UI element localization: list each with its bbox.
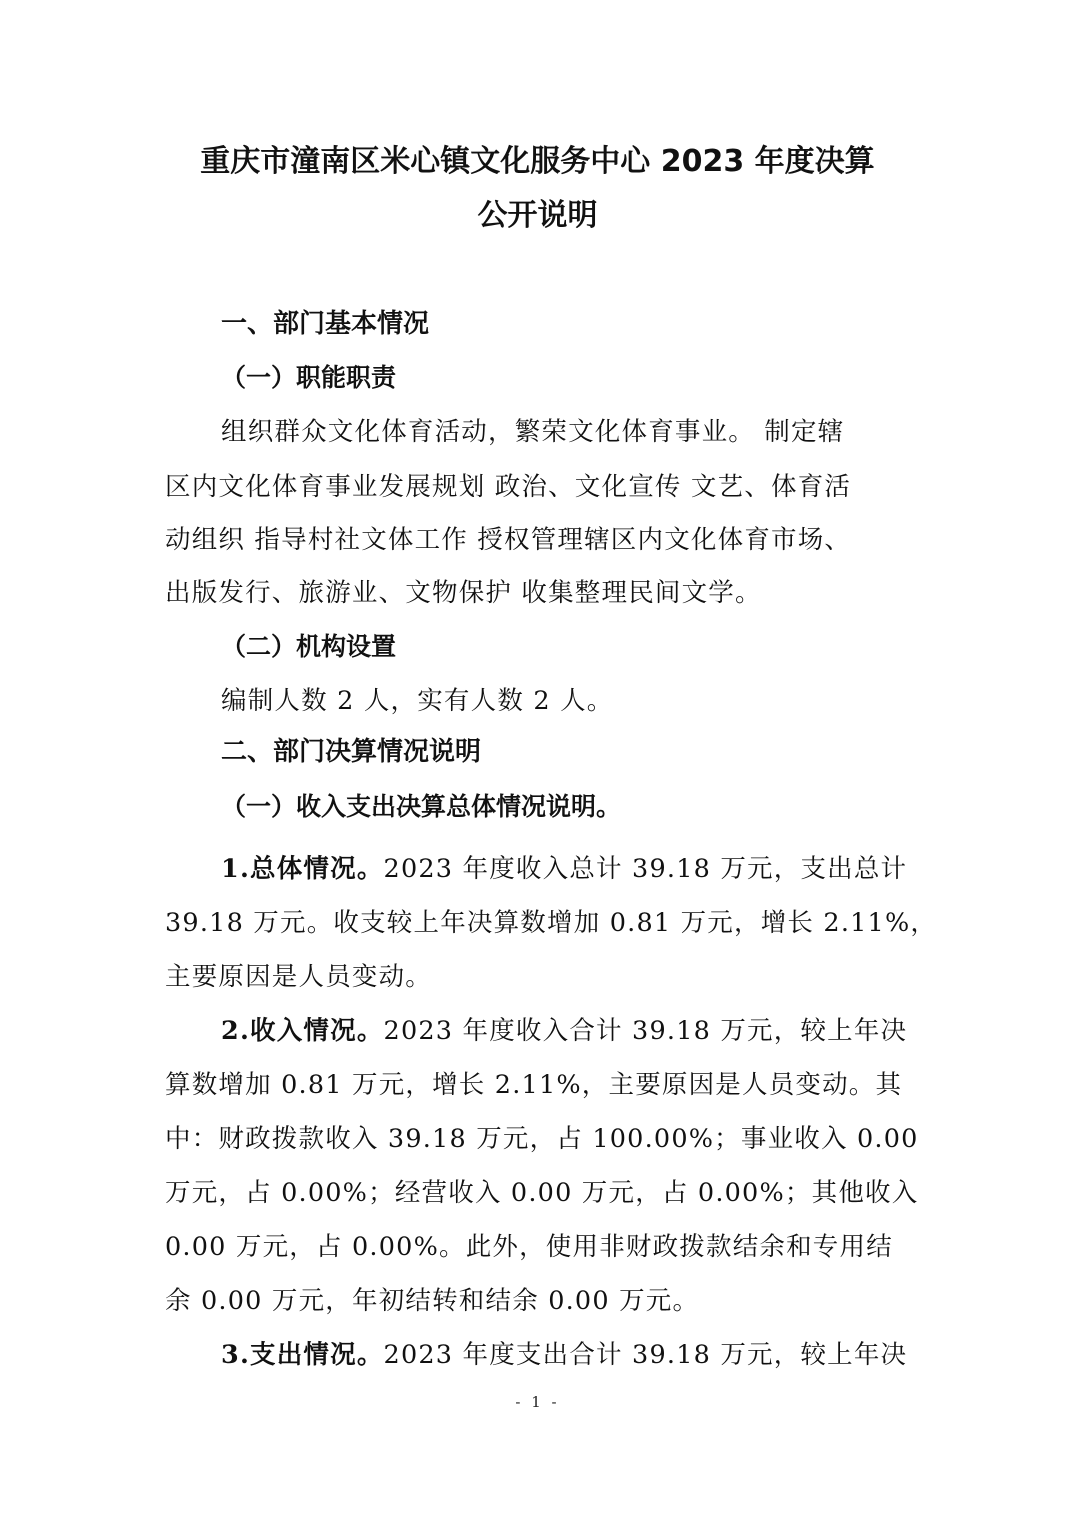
section-heading-final-accounts: 二、部门决算情况说明	[221, 737, 482, 767]
expenditure-paragraph-line-1	[221, 1338, 907, 1372]
income-paragraph-line-5: 0.00 万元，占 0.00%。此外，使用非财政拨款结余和专用结	[165, 1232, 893, 1262]
expenditure-lead: 3.支出情况。	[221, 1340, 384, 1370]
income-paragraph-line-4: 万元，占 0.00%；经营收入 0.00 万元，占 0.00%；其他收入	[165, 1178, 919, 1208]
section-heading-basic-info: 一、部门基本情况	[221, 309, 430, 339]
overall-paragraph-line-2: 39.18 万元。收支较上年决算数增加 0.81 万元，增长 2.11%，	[165, 908, 938, 938]
subsection-heading-organization: （二）机构设置	[221, 632, 397, 661]
income-lead: 2.收入情况。	[221, 1016, 384, 1046]
overall-paragraph-line-1	[221, 852, 907, 886]
duties-line-4: 出版发行、旅游业、文物保护 收集整理民间文学。	[165, 578, 762, 608]
overall-lead: 1.总体情况。	[221, 854, 384, 884]
organization-line-1: 编制人数 2 人，实有人数 2 人。	[221, 686, 614, 716]
duties-line-1: 组织群众文化体育活动，繁荣文化体育事业。 制定辖	[221, 417, 845, 447]
duties-line-2: 区内文化体育事业发展规划 政治、文化宣传 文艺、体育活	[165, 472, 852, 502]
income-paragraph-line-6: 余 0.00 万元，年初结转和结余 0.00 万元。	[165, 1286, 700, 1316]
income-paragraph-line-2: 算数增加 0.81 万元，增长 2.11%，主要原因是人员变动。其	[165, 1070, 903, 1100]
subsection-heading-overall: （一）收入支出决算总体情况说明。	[221, 792, 622, 821]
expenditure-line-1-text: 2023 年度支出合计 39.18 万元，较上年决	[383, 1340, 908, 1370]
page-number: - 1 -	[515, 1393, 560, 1411]
income-line-1-text: 2023 年度收入合计 39.18 万元，较上年决	[383, 1016, 908, 1046]
duties-line-3: 动组织 指导村社文体工作 授权管理辖区内文化体育市场、	[165, 525, 852, 555]
subsection-heading-duties: （一）职能职责	[221, 363, 397, 392]
document-title-line-1: 重庆市潼南区米心镇文化服务中心 2023 年度决算	[200, 144, 875, 179]
overall-paragraph-line-3: 主要原因是人员变动。	[165, 962, 433, 992]
overall-line-1-text: 2023 年度收入总计 39.18 万元，支出总计	[383, 854, 908, 884]
document-title-line-2: 公开说明	[477, 198, 598, 233]
income-paragraph-line-3: 中：财政拨款收入 39.18 万元，占 100.00%；事业收入 0.00	[165, 1124, 919, 1154]
income-paragraph-line-1	[221, 1014, 907, 1048]
